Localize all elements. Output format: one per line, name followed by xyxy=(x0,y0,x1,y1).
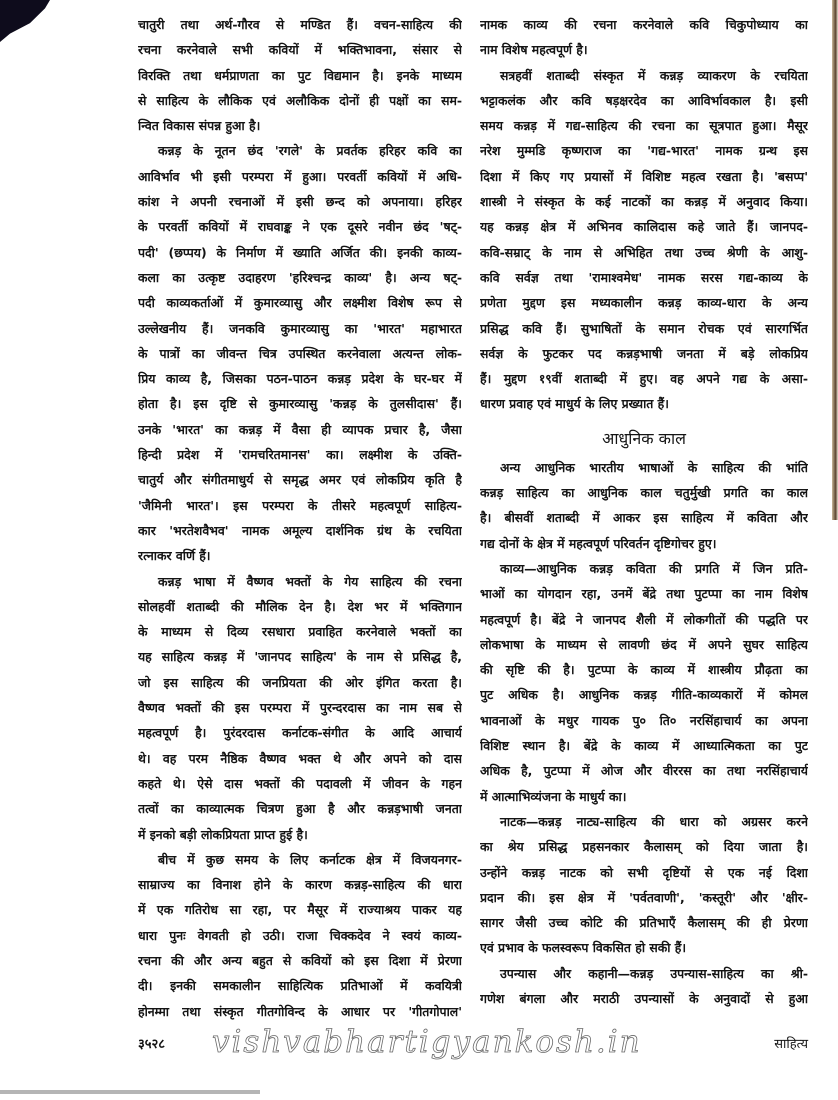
text-line: वैष्णव भक्तों की इस परम्परा में पुरन्दरदास का नाम सब से xyxy=(138,700,462,716)
right-column-top-paragraphs xyxy=(480,12,808,417)
text-line: बीच में कुछ समय के लिए कर्नाटक क्षेत्र में विजयनगर- xyxy=(158,851,462,867)
scan-corner-shadow xyxy=(0,0,50,42)
right-column xyxy=(480,12,808,1011)
text-line: का श्रेय प्रसिद्ध प्रहसनकार कैलासम् को दिया जाता है। xyxy=(480,839,808,855)
text-line: यह कन्नड़ क्षेत्र में अभिनव कालिदास कहे जाते हैं। जानपद- xyxy=(480,219,808,235)
text-line: होता है। इस दृष्टि से कुमारव्यासु 'कन्नड़ के तुलसीदास' हैं। xyxy=(138,396,462,412)
text-line: रत्नाकर वर्णि हैं। xyxy=(138,548,211,564)
text-line: चातुरी तथा अर्थ-गौरव से मण्डित हैं। वचन-साहित्य की xyxy=(138,17,462,32)
text-line: न्वित विकास संपन्न हुआ है। xyxy=(138,118,261,134)
text-line: सोलहवीं शताब्दी की मौलिक देन है। देश भर में भक्तिगान xyxy=(138,598,462,614)
text-line: उनके 'भारत' का कन्नड़ में वैसा ही व्यापक प्रचार है, जैसा xyxy=(138,421,462,437)
text-line: भाओं का योगदान रहा, उनमें बेंद्रे तथा पुटप्पा का नाम विशेष xyxy=(480,586,808,602)
text-line: प्रसिद्ध कवि हैं। सुभाषितों के समान रोचक एवं सारगर्भित xyxy=(480,320,808,336)
text-line: नाम विशेष महत्वपूर्ण है। xyxy=(480,42,588,58)
text-line: कवि-सम्राट् के नाम से अभिहित तथा उच्च श्रेणी के आशु- xyxy=(480,244,808,260)
watermark: vishvabhartigyankosh.in xyxy=(212,1024,642,1060)
left-column xyxy=(138,12,462,1024)
text-line: उल्लेखनीय हैं। जनकवि कुमारव्यासु का 'भारत' महाभारत xyxy=(138,320,462,336)
text-line: दी। इनकी समकालीन साहित्यिक प्रतिभाओं में कवयित्री xyxy=(138,978,462,994)
text-line: की सृष्टि की है। पुटप्पा के काव्य में शास्त्रीय प्रौढ़ता का xyxy=(480,662,808,678)
text-line: अन्य आधुनिक भारतीय भाषाओं के साहित्य की भांति xyxy=(500,459,808,475)
text-line: रचना करनेवाले सभी कवियों में भक्तिभावना, संसार से xyxy=(138,42,462,58)
text-line: थे। वह परम नैष्ठिक वैष्णव भक्त थे और अपने को दास xyxy=(138,750,462,766)
section-heading: आधुनिक काल xyxy=(602,428,686,448)
text-line: के परवर्ती कवियों में राघवाङ्क ने एक दूसरे नवीन छंद 'षट्- xyxy=(138,219,462,235)
text-line: कार 'भरतेशवैभव' नामक अमूल्य दार्शनिक ग्रंथ के रचयिता xyxy=(138,522,462,538)
text-line: के माध्यम से दिव्य रसधारा प्रवाहित करनेवाले भक्तों का xyxy=(138,624,462,640)
text-line: रचना की और अन्य बहुत से कवियों को इस दिशा में प्रेरणा xyxy=(138,952,462,968)
text-line: कला का उत्कृष्ट उदाहरण 'हरिश्चन्द्र काव्य' है। अन्य षट्- xyxy=(138,269,462,285)
text-line: पुट अधिक है। आधुनिक कन्नड़ गीति-काव्यकारों में कोमल xyxy=(480,687,808,703)
text-line: लोकभाषा के माध्यम से लावणी छंद में अपने सुघर साहित्य xyxy=(480,636,808,652)
text-line: 'जैमिनी भारत'। इस परम्परा के तीसरे महत्वपूर्ण साहित्य- xyxy=(138,497,462,513)
text-line: पदी काव्यकर्ताओं में कुमारव्यासु और लक्ष्मीश विशेष रूप से xyxy=(138,295,462,311)
text-line: के पात्रों का जीवन्त चित्र उपस्थित करनेवाला अत्यन्त लोक- xyxy=(138,345,462,361)
text-line: नरेश मुम्मडि कृष्णराज का 'गद्य-भारत' नामक ग्रन्थ इस xyxy=(480,143,808,159)
text-line: सत्रहवीं शताब्दी संस्कृत में कन्नड़ व्याकरण के रचयिता xyxy=(500,67,808,83)
text-line: कन्नड़ के नूतन छंद 'रगले' के प्रवर्तक हरिहर कवि का xyxy=(158,143,462,159)
page-footer xyxy=(138,1024,808,1060)
text-line: भावनाओं के मधुर गायक पु० ति० नरसिंहाचार्य का अपना xyxy=(480,712,808,728)
right-column-bottom-paragraphs xyxy=(480,455,808,1012)
text-line: कवि सर्वज्ञ तथा 'रामाश्वमेध' नामक सरस गद्य-काव्य के xyxy=(480,269,808,285)
text-line: महत्वपूर्ण है। बेंद्रे ने जानपद शैली में लोकगीतों की पद्धति पर xyxy=(480,611,808,627)
text-line: में इनको बड़ी लोकप्रियता प्राप्त हुई है। xyxy=(138,826,308,842)
text-line: हैं। मुद्दण १९वीं शताब्दी में हुए। वह अपने गद्य के असा- xyxy=(480,371,808,387)
text-line: धारण प्रवाह एवं माधुर्य के लिए प्रख्यात हैं। xyxy=(480,396,669,412)
text-line: होनम्मा तथा संस्कृत गीतगोविन्द के आधार पर 'गीतगोपाल' xyxy=(138,1003,462,1019)
text-line: शास्त्री ने संस्कृत के कई नाटकों का कन्नड़ में अनुवाद किया। xyxy=(480,194,808,210)
text-line: नाटक—कन्नड़ नाट्य-साहित्य की धारा को अग्रसर करने xyxy=(500,813,808,829)
text-line: पदी' (छप्पय) के निर्माण में ख्याति अर्जित की। इनकी काव्य- xyxy=(138,244,462,260)
text-line: जो इस साहित्य की जनप्रियता की ओर इंगित करता है। xyxy=(138,674,462,690)
text-line: काव्य—आधुनिक कन्नड़ कविता की प्रगति में जिन प्रति- xyxy=(500,560,808,576)
text-line: यह साहित्य कन्नड़ में 'जानपद साहित्य' के नाम से प्रसिद्ध है, xyxy=(138,649,462,665)
text-line: साम्राज्य का विनाश होने के कारण कन्नड़-साहित्य की धारा xyxy=(138,877,462,893)
text-line: चातुर्य और संगीतमाधुर्य से समृद्ध अमर एवं लोकप्रिय कृति है xyxy=(138,472,462,488)
text-line: में आत्माभिव्यंजना के माधुर्य का। xyxy=(480,788,627,804)
text-line: विशिष्ट स्थान है। बेंद्रे के काव्य में आध्यात्मिकता का पुट xyxy=(480,738,808,754)
text-line: भट्टाकलंक और कवि षड़क्षरदेव का आविर्भावकाल है। इसी xyxy=(480,92,808,108)
scan-bottom-edge xyxy=(0,1090,260,1094)
text-line: है। बीसवीं शताब्दी में आकर इस साहित्य में कविता और xyxy=(480,510,808,526)
text-line: से साहित्य के लौकिक एवं अलौकिक दोनों ही पक्षों का सम- xyxy=(138,92,462,108)
text-line: में एक गतिरोध सा रहा, पर मैसूर में राज्याश्रय पाकर यह xyxy=(138,902,462,918)
text-line: सर्वज्ञ के फुटकर पद कन्नड़भाषी जनता में बड़े लोकप्रिय xyxy=(480,345,808,361)
text-line: अधिक है, पुटप्पा में ओज और वीररस का तथा नरसिंहाचार्य xyxy=(480,763,808,779)
text-line: तत्वों का काव्यात्मक चित्रण हुआ है और कन्नड़भाषी जनता xyxy=(138,801,462,817)
text-line: हिन्दी प्रदेश में 'रामचरितमानस' का। लक्ष्मीश के उक्ति- xyxy=(138,447,462,463)
text-line: एवं प्रभाव के फलस्वरूप विकसित हो सकी हैं। xyxy=(480,940,687,956)
book-spine-edge xyxy=(832,0,838,520)
text-line: नामक काव्य की रचना करनेवाले कवि चिकुपोध्याय का xyxy=(480,17,808,32)
text-line: उपन्यास और कहानी—कन्नड़ उपन्यास-साहित्य का श्री- xyxy=(500,965,808,981)
section-name: साहित्य xyxy=(774,1037,808,1052)
text-line: धारा पुनः वेगवती हो उठी। राजा चिक्कदेव ने स्वयं काव्य- xyxy=(138,927,462,943)
text-line: प्रणेता मुद्दण इस मध्यकालीन कन्नड़ काव्य-धारा के अन्य xyxy=(480,295,808,311)
text-line: सागर जैसी उच्च कोटि की प्रतिभाएँ कैलासम् की ही प्रेरणा xyxy=(480,915,808,931)
page-number: ३५२८ xyxy=(138,1037,166,1052)
text-line: कन्नड़ साहित्य का आधुनिक काल चतुर्मुखी प्रगति का काल xyxy=(480,485,808,501)
text-line: गद्य दोनों के क्षेत्र में महत्वपूर्ण परिवर्तन दृष्टिगोचर हुए। xyxy=(480,535,717,551)
text-line: महत्वपूर्ण है। पुरंदरदास कर्नाटक-संगीत के आदि आचार्य xyxy=(138,725,462,741)
text-line: विरक्ति तथा धर्मप्राणता का पुट विद्यमान है। इनके माध्यम xyxy=(138,67,462,83)
text-line: प्रदान की। इस क्षेत्र में 'पर्वतवाणी', 'कस्तूरी' और 'क्षीर- xyxy=(480,889,808,905)
text-line: कन्नड़ भाषा में वैष्णव भक्तों के गेय साहित्य की रचना xyxy=(158,573,462,589)
text-line: दिशा में किए गए प्रयासों में विशिष्ट महत्व रखता है। 'बसप्प' xyxy=(480,168,808,184)
text-line: प्रिय काव्य है, जिसका पठन-पाठन कन्नड़ प्रदेश के घर-घर में xyxy=(138,371,462,387)
text-line: उन्होंने कन्नड़ नाटक को सभी दृष्टियों से एक नई दिशा xyxy=(480,864,808,880)
text-line: गणेश बंगला और मराठी उपन्यासों के अनुवादों से हुआ xyxy=(480,990,808,1006)
text-line: कांश ने अपनी रचनाओं में इसी छन्द को अपनाया। हरिहर xyxy=(138,194,462,210)
text-line: कहते थे। ऐसे दास भक्तों की पदावली में जीवन के गहन xyxy=(138,775,462,791)
text-line: समय कन्नड़ में गद्य-साहित्य की रचना का सूत्रपात हुआ। मैसूर xyxy=(480,118,808,134)
text-line: आविर्भाव भी इसी परम्परा में हुआ। परवर्ती कवियों में अधि- xyxy=(138,168,462,184)
